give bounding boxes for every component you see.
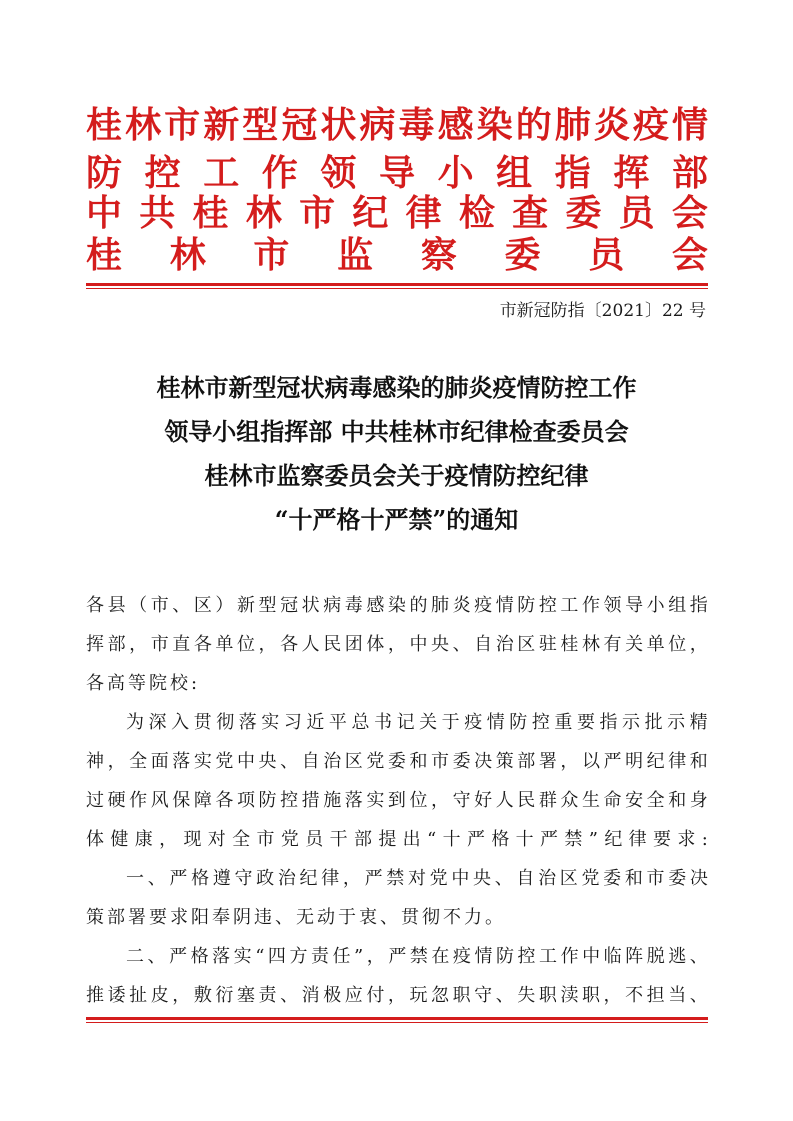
body-line-10: 二 、 严 格 落 实 “ 四 方 责 任 ” ， 严 禁 在 疫 情 防 控 工 作 中 临 阵 脱 逃 、	[126, 946, 708, 967]
header-red-rule-thin	[86, 288, 708, 289]
header-red-rule-thick	[86, 283, 708, 286]
header-line-1: 桂 林 市 新 型 冠 状 病 毒 感 染 的 肺 炎 疫 情	[86, 105, 708, 146]
body-line-9: 策部署要求阳奉阴违、无动于衷、贯彻不力。	[86, 907, 506, 928]
body-line-4: 为 深 入 贯 彻 落 实 习 近 平 总 书 记 关 于 疫 情 防 控 重 要 指 示 批 示 精	[126, 712, 708, 733]
title-line-1: 桂林市新型冠状病毒感染的肺炎疫情防控工作	[156, 373, 637, 402]
body-line-11: 推 诿 扯 皮 ， 敷 衍 塞 责 、 消 极 应 付 ， 玩 忽 职 守 、 失 职 渎 职 ， 不 担 当 、	[86, 985, 708, 1006]
body-line-5: 神 ， 全 面 落 实 党 中 央 、 自 治 区 党 委 和 市 委 决 策 部 署 ， 以 严 明 纪 律 和	[86, 751, 708, 772]
document-number: 市新冠防指〔2021〕22 号	[499, 301, 706, 321]
header-line-4: 桂 林 市 监 察 委 员 会	[86, 235, 708, 276]
footer-red-rule-thin	[86, 1022, 708, 1023]
body-line-2: 挥 部 ， 市 直 各 单 位 ， 各 人 民 团 体 ， 中 央 、 自 治 区 驻 桂 林 有 关 单 位 ，	[86, 634, 708, 655]
footer-red-rule-thick	[86, 1017, 708, 1020]
header-line-2: 防 控 工 作 领 导 小 组 指 挥 部	[86, 153, 708, 194]
body-line-3: 各高等院校:	[86, 673, 201, 694]
title-line-2: 领导小组指挥部 中共桂林市纪律检查委员会	[164, 417, 629, 446]
body-line-6: 过 硬 作 风 保 障 各 项 防 控 措 施 落 实 到 位 ， 守 好 人 民 群 众 生 命 安 全 和 身	[86, 790, 708, 811]
header-line-3: 中 共 桂 林 市 纪 律 检 查 委 员 会	[86, 193, 708, 234]
body-line-8: 一 、 严 格 遵 守 政 治 纪 律 ， 严 禁 对 党 中 央 、 自 治 区 党 委 和 市 委 决	[126, 868, 708, 889]
body-line-1: 各 县 （ 市 、 区 ） 新 型 冠 状 病 毒 感 染 的 肺 炎 疫 情 防 控 工 作 领 导 小 组 指	[86, 595, 708, 616]
body-line-7: 体 健 康 ， 现 对 全 市 党 员 干 部 提 出 “ 十 严 格 十 严 禁 ” 纪 律 要 求 :	[86, 829, 708, 850]
title-line-3: 桂林市监察委员会关于疫情防控纪律	[204, 461, 589, 490]
title-line-4: “十严格十严禁”的通知	[274, 505, 519, 534]
